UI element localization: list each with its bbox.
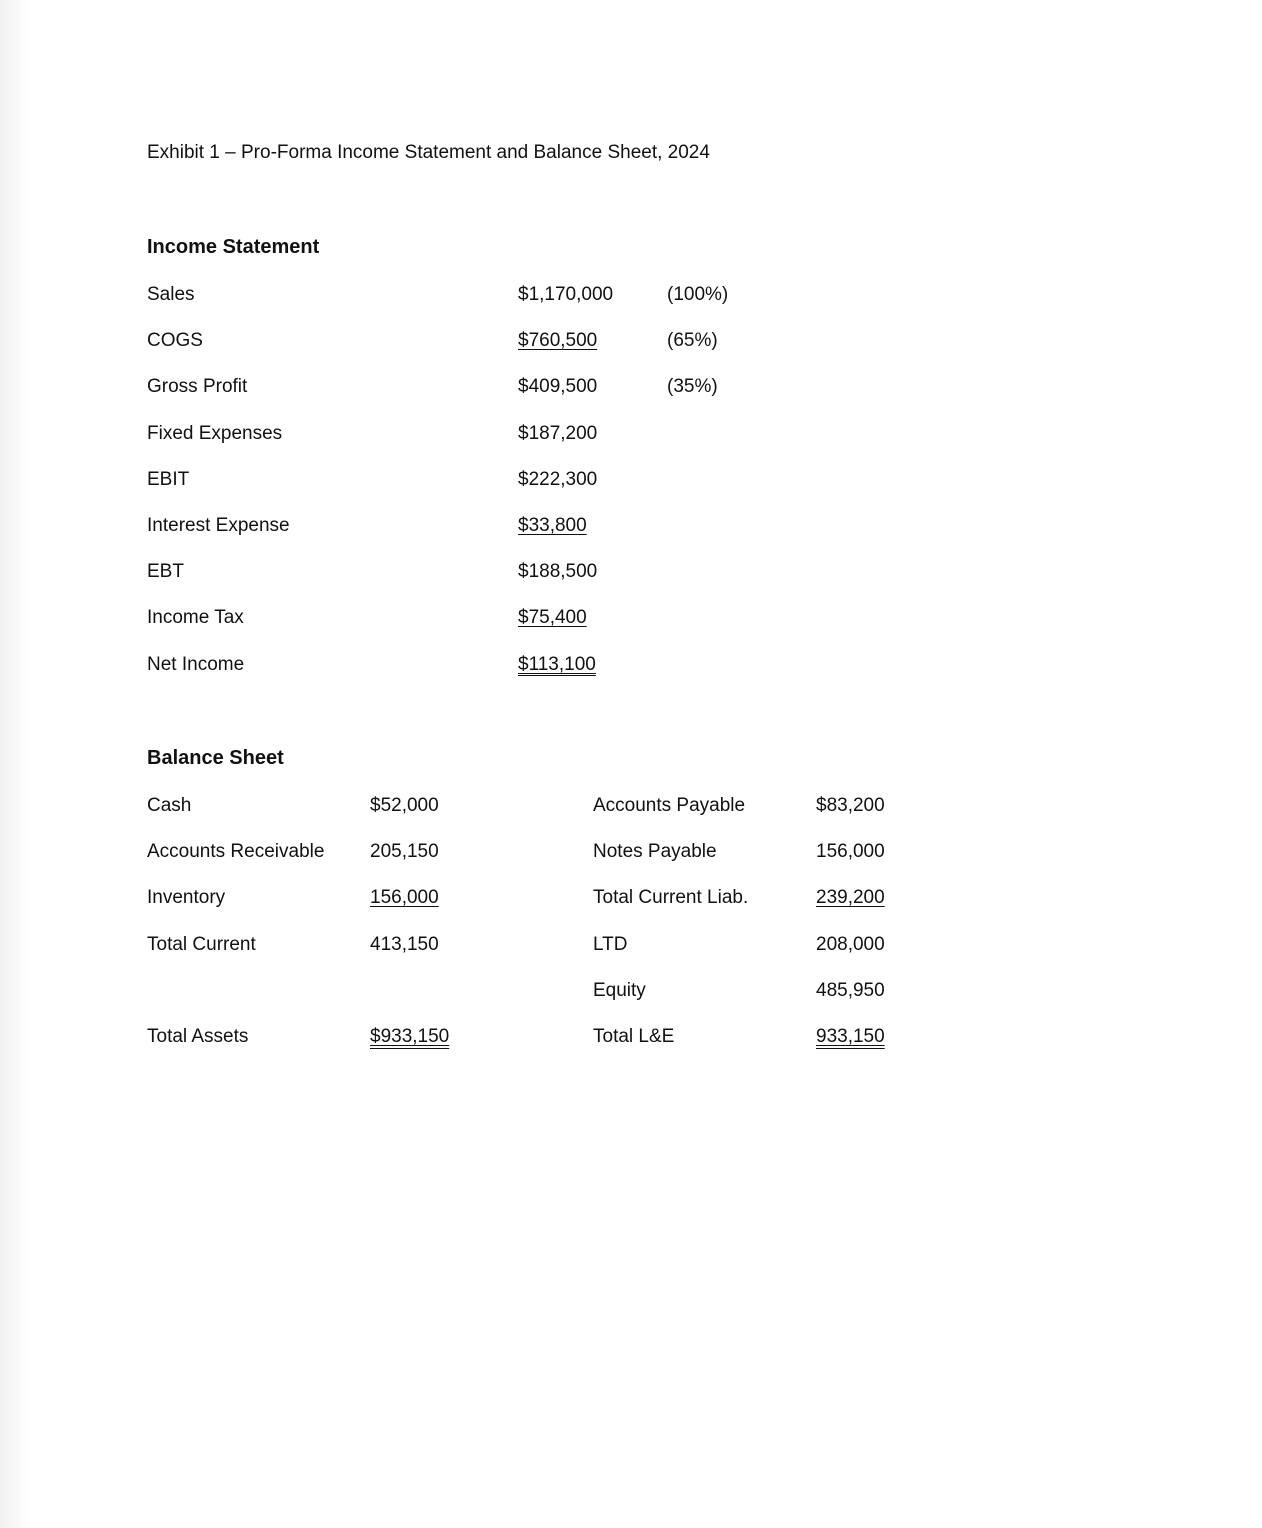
income-row-value: $409,500	[518, 376, 598, 398]
asset-value: $933,150	[370, 1026, 450, 1047]
income-row-label: Interest Expense	[147, 515, 290, 536]
asset-value: 413,150	[370, 933, 439, 955]
asset-label: Total Current	[147, 933, 256, 955]
balance-sheet-heading: Balance Sheet	[147, 747, 284, 769]
income-row-percent: (65%)	[667, 330, 718, 352]
income-row-percent: (100%)	[667, 284, 729, 305]
income-row-value: $33,800	[518, 515, 587, 536]
income-row-value: $222,300	[518, 468, 598, 490]
income-row-value: $75,400	[518, 607, 587, 629]
income-row-label: Income Tax	[147, 607, 244, 629]
liability-label: Total Current Liab.	[593, 887, 749, 909]
liability-value: $83,200	[816, 795, 885, 816]
income-row-label: Gross Profit	[147, 376, 248, 398]
asset-label: Accounts Receivable	[147, 841, 325, 863]
income-row-value: $1,170,000	[518, 284, 614, 305]
liability-value: 156,000	[816, 841, 885, 863]
liability-label: Accounts Payable	[593, 795, 746, 816]
liability-value: 485,950	[816, 979, 885, 1001]
liability-label: Notes Payable	[593, 841, 717, 863]
asset-value: 156,000	[370, 887, 439, 909]
income-row-label: Fixed Expenses	[147, 422, 283, 444]
income-row-label: EBT	[147, 561, 184, 583]
income-row-label: Sales	[147, 284, 195, 305]
exhibit-title: Exhibit 1 – Pro-Forma Income Statement and Balance Sheet, 2024	[147, 142, 710, 163]
asset-label: Total Assets	[147, 1026, 249, 1047]
income-row-label: COGS	[147, 330, 203, 352]
asset-label: Cash	[147, 795, 192, 816]
income-row-value: $188,500	[518, 561, 598, 583]
liability-value: 239,200	[816, 887, 885, 909]
liability-value: 208,000	[816, 933, 885, 955]
income-statement-heading: Income Statement	[147, 236, 320, 258]
income-row-percent: (35%)	[667, 376, 718, 398]
income-row-value: $760,500	[518, 330, 598, 352]
liability-label: Total L&E	[593, 1026, 675, 1047]
asset-value: 205,150	[370, 841, 439, 863]
liability-label: Equity	[593, 979, 646, 1001]
liability-label: LTD	[593, 933, 628, 955]
income-row-value: $113,100	[518, 653, 596, 675]
asset-value: $52,000	[370, 795, 439, 816]
asset-label: Inventory	[147, 887, 226, 909]
income-row-label: Net Income	[147, 653, 245, 675]
page-edge-shadow	[0, 0, 28, 1528]
income-row-label: EBIT	[147, 468, 190, 490]
income-row-value: $187,200	[518, 422, 598, 444]
liability-value: 933,150	[816, 1026, 885, 1047]
